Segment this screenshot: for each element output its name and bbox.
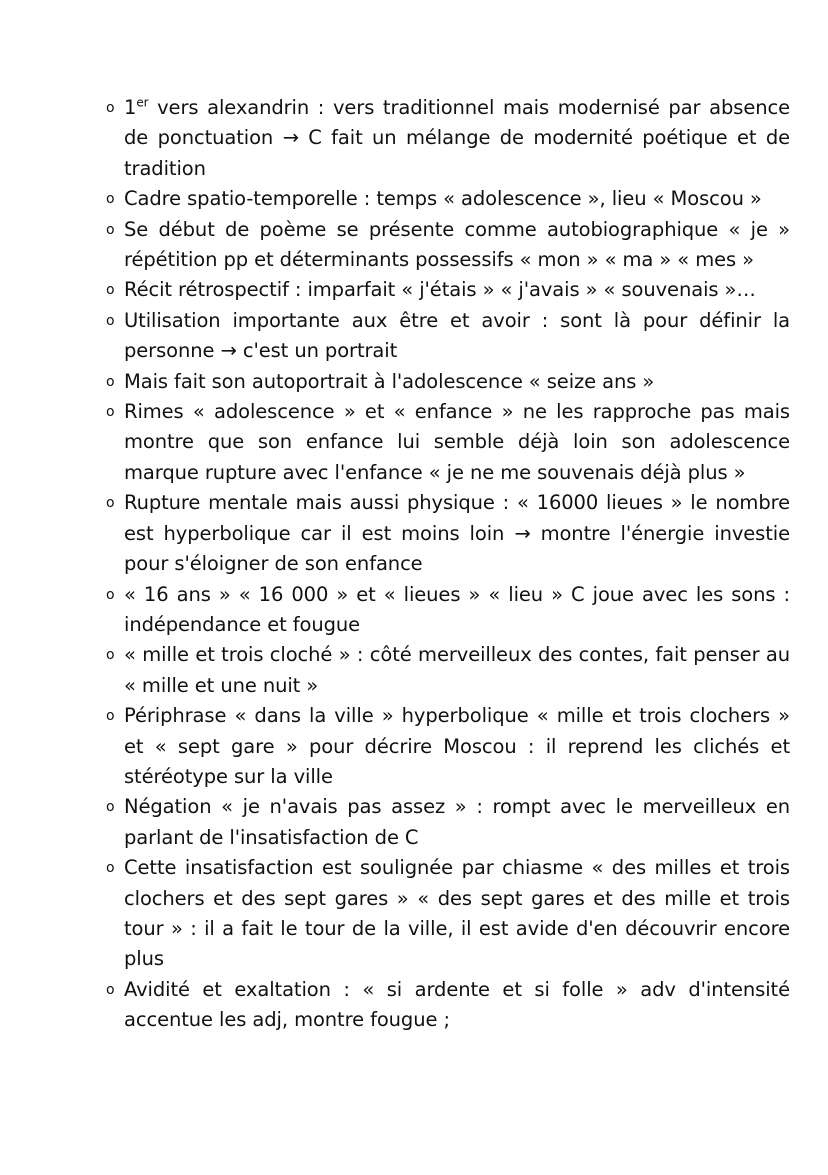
list-item	[106, 275, 790, 305]
note-text: Périphrase « dans la ville » hyperbolique « mille et trois clochers » et « sept gare » pour décrire Moscou : il reprend les clichés et stéréotype sur la ville	[124, 704, 790, 788]
note-text: Négation « je n'avais pas assez » : rompt avec le merveilleux en parlant de l'insatisfaction de C	[124, 795, 790, 849]
note-text: Cette insatisfaction est soulignée par chiasme « des milles et trois clochers et des sept gares » « des sept gares et des mille et trois tour » : il a fait le tour de la ville, il est avide d'en découvrir encore plus	[124, 856, 790, 971]
list-item	[106, 93, 790, 184]
list-item	[106, 792, 790, 853]
list-item	[106, 975, 790, 1036]
note-text: Mais fait son autoportrait à l'adolescence « seize ans »	[124, 369, 655, 393]
notes-list	[106, 93, 790, 1036]
bullet-icon: o	[106, 495, 115, 512]
bullet-icon: o	[106, 404, 115, 421]
bullet-icon: o	[106, 191, 115, 208]
note-text: Rimes « adolescence » et « enfance » ne les rapproche pas mais montre que son enfance lui semble déjà loin son adolescence marque rupture avec l'enfance « je ne me souvenais déjà plus »	[124, 400, 790, 484]
bullet-icon: o	[106, 981, 115, 998]
list-item	[106, 853, 790, 975]
bullet-icon: o	[106, 647, 115, 664]
list-item	[106, 701, 790, 792]
note-text: « 16 ans » « 16 000 » et « lieues » « lieu » C joue avec les sons : indépendance et fougue	[124, 582, 790, 636]
bullet-icon: o	[106, 708, 115, 725]
list-item	[106, 184, 790, 214]
bullet-icon: o	[106, 312, 115, 329]
note-text: Cadre spatio-temporelle : temps « adolescence », lieu « Moscou »	[124, 187, 762, 211]
note-text: Se début de poème se présente comme autobiographique « je » répétition pp et déterminants possessifs « mon » « ma » « mes »	[124, 217, 790, 272]
note-ordinal: 1	[124, 96, 137, 119]
bullet-icon: o	[106, 373, 115, 390]
note-text: Utilisation importante aux être et avoir : sont là pour définir la personne → c'est un portrait	[124, 308, 790, 363]
list-item	[106, 215, 790, 276]
list-item	[106, 580, 790, 641]
list-item	[106, 488, 790, 579]
note-text: « mille et trois cloché » : côté merveilleux des contes, fait penser au « mille et une nuit »	[124, 643, 790, 697]
note-ordinal-suffix: er	[136, 95, 149, 110]
note-text: Avidité et exaltation : « si ardente et si folle » adv d'intensité accentue les adj, montre fougue ;	[124, 977, 790, 1032]
note-text: Récit rétrospectif : imparfait « j'étais » « j'avais » « souvenais »…	[124, 278, 756, 302]
bullet-icon: o	[106, 799, 115, 816]
list-item	[106, 397, 790, 488]
bullet-icon: o	[106, 586, 115, 603]
list-item	[106, 306, 790, 367]
bullet-icon: o	[106, 860, 115, 877]
list-item	[106, 367, 790, 397]
note-text: Rupture mentale mais aussi physique : « 16000 lieues » le nombre est hyperbolique car il est moins loin → montre l'énergie investie pour s'éloigner de son enfance	[124, 491, 790, 576]
bullet-icon: o	[106, 221, 115, 238]
bullet-icon: o	[106, 282, 115, 299]
bullet-icon: o	[106, 100, 115, 116]
note-text: vers alexandrin : vers traditionnel mais modernisé par absence de ponctuation → C fait un mélange de modernité poétique et de tradition	[124, 96, 790, 180]
list-item	[106, 640, 790, 701]
